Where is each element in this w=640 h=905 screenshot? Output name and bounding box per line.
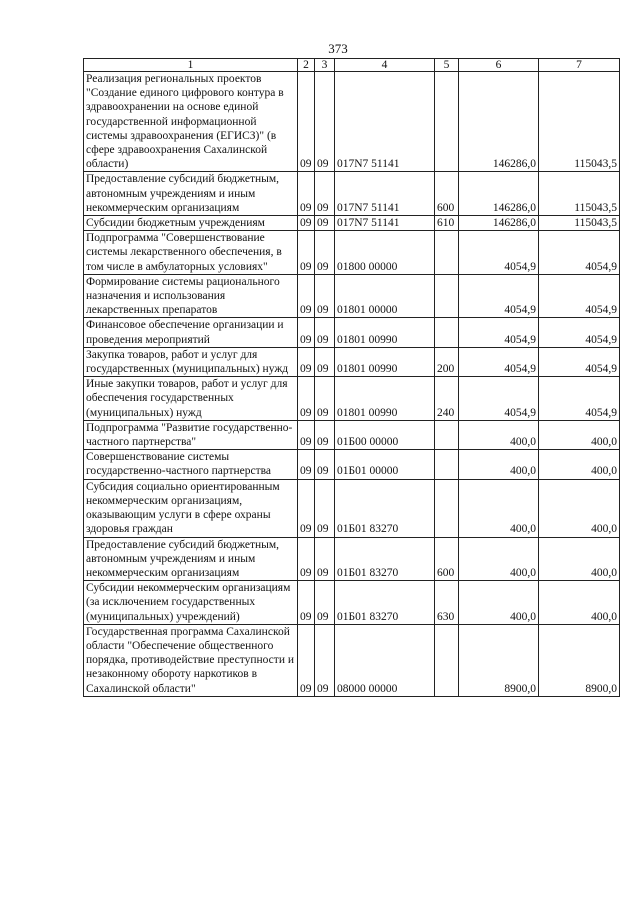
section-code-cell: 09 — [298, 274, 315, 318]
table-row — [84, 318, 620, 347]
expense-type-cell — [435, 318, 459, 347]
amount-cell: 8900,0 — [539, 624, 620, 696]
table-row — [84, 581, 620, 625]
section-code-cell: 09 — [298, 318, 315, 347]
target-article-cell: 017N7 51141 — [335, 216, 435, 231]
row-name-cell: Предоставление субсидий бюджетным, автономным учреждениям и иным некоммерческим организациям — [84, 537, 298, 581]
table-row — [84, 274, 620, 318]
section-code-cell: 09 — [298, 347, 315, 376]
expense-type-cell: 600 — [435, 172, 459, 216]
expense-type-cell — [435, 479, 459, 537]
amount-cell: 8900,0 — [459, 624, 539, 696]
expense-type-cell — [435, 450, 459, 479]
subsection-code-cell: 09 — [315, 377, 335, 421]
column-header: 4 — [335, 59, 435, 72]
row-name-cell: Субсидия социально ориентированным некоммерческим организациям, оказывающим услуги в сфере охраны здоровья граждан — [84, 479, 298, 537]
amount-cell: 400,0 — [459, 450, 539, 479]
amount-cell: 4054,9 — [459, 377, 539, 421]
subsection-code-cell: 09 — [315, 274, 335, 318]
target-article-cell: 01Б01 83270 — [335, 581, 435, 625]
amount-cell: 4054,9 — [459, 347, 539, 376]
amount-cell: 146286,0 — [459, 72, 539, 172]
subsection-code-cell: 09 — [315, 624, 335, 696]
target-article-cell: 01Б01 83270 — [335, 479, 435, 537]
target-article-cell: 01800 00000 — [335, 231, 435, 275]
column-header: 3 — [315, 59, 335, 72]
expense-type-cell — [435, 231, 459, 275]
section-code-cell: 09 — [298, 216, 315, 231]
subsection-code-cell: 09 — [315, 347, 335, 376]
target-article-cell: 01Б00 00000 — [335, 420, 435, 449]
row-name-cell: Формирование системы рационального назначения и использования лекарственных препаратов — [84, 274, 298, 318]
table-row — [84, 420, 620, 449]
column-header: 5 — [435, 59, 459, 72]
table-row — [84, 172, 620, 216]
amount-cell: 400,0 — [539, 420, 620, 449]
expense-type-cell: 600 — [435, 537, 459, 581]
row-name-cell: Реализация региональных проектов "Создание единого цифрового контура в здравоохранении на основе единой государственной информационной системы здравоохранения (ЕГИСЗ)" (в сфере здравоохранения Сахалинской области) — [84, 72, 298, 172]
target-article-cell: 01801 00000 — [335, 274, 435, 318]
section-code-cell: 09 — [298, 581, 315, 625]
section-code-cell: 09 — [298, 172, 315, 216]
subsection-code-cell: 09 — [315, 537, 335, 581]
table-row — [84, 479, 620, 537]
row-name-cell: Субсидии бюджетным учреждениям — [84, 216, 298, 231]
subsection-code-cell: 09 — [315, 450, 335, 479]
page-number: 373 — [328, 41, 348, 56]
target-article-cell: 01Б01 83270 — [335, 537, 435, 581]
expense-type-cell — [435, 72, 459, 172]
table-row — [84, 216, 620, 231]
subsection-code-cell: 09 — [315, 216, 335, 231]
amount-cell: 400,0 — [539, 537, 620, 581]
target-article-cell: 01801 00990 — [335, 318, 435, 347]
row-name-cell: Совершенствование системы государственно-частного партнерства — [84, 450, 298, 479]
amount-cell: 400,0 — [539, 581, 620, 625]
target-article-cell: 01801 00990 — [335, 347, 435, 376]
section-code-cell: 09 — [298, 377, 315, 421]
amount-cell: 115043,5 — [539, 72, 620, 172]
expense-type-cell: 200 — [435, 347, 459, 376]
row-name-cell: Закупка товаров, работ и услуг для государственных (муниципальных) нужд — [84, 347, 298, 376]
subsection-code-cell: 09 — [315, 581, 335, 625]
row-name-cell: Субсидии некоммерческим организациям (за исключением государственных (муниципальных) учреждений) — [84, 581, 298, 625]
column-header: 7 — [539, 59, 620, 72]
subsection-code-cell: 09 — [315, 231, 335, 275]
amount-cell: 400,0 — [459, 581, 539, 625]
amount-cell: 4054,9 — [539, 274, 620, 318]
amount-cell: 146286,0 — [459, 216, 539, 231]
expense-type-cell: 630 — [435, 581, 459, 625]
expense-type-cell — [435, 274, 459, 318]
subsection-code-cell: 09 — [315, 420, 335, 449]
amount-cell: 400,0 — [459, 479, 539, 537]
table-row — [84, 377, 620, 421]
table-row — [84, 624, 620, 696]
target-article-cell: 01801 00990 — [335, 377, 435, 421]
row-name-cell: Иные закупки товаров, работ и услуг для обеспечения государственных (муниципальных) нужд — [84, 377, 298, 421]
target-article-cell: 017N7 51141 — [335, 172, 435, 216]
expense-type-cell: 240 — [435, 377, 459, 421]
subsection-code-cell: 09 — [315, 479, 335, 537]
row-name-cell: Предоставление субсидий бюджетным, автономным учреждениям и иным некоммерческим организациям — [84, 172, 298, 216]
column-header: 6 — [459, 59, 539, 72]
table-row — [84, 231, 620, 275]
row-name-cell: Подпрограмма "Развитие государственно-частного партнерства" — [84, 420, 298, 449]
amount-cell: 146286,0 — [459, 172, 539, 216]
amount-cell: 400,0 — [459, 420, 539, 449]
amount-cell: 400,0 — [459, 537, 539, 581]
subsection-code-cell: 09 — [315, 318, 335, 347]
section-code-cell: 09 — [298, 479, 315, 537]
subsection-code-cell: 09 — [315, 172, 335, 216]
amount-cell: 4054,9 — [539, 377, 620, 421]
section-code-cell: 09 — [298, 624, 315, 696]
amount-cell: 400,0 — [539, 450, 620, 479]
amount-cell: 4054,9 — [539, 231, 620, 275]
budget-table — [83, 58, 620, 697]
column-header: 1 — [84, 59, 298, 72]
section-code-cell: 09 — [298, 450, 315, 479]
amount-cell: 4054,9 — [459, 318, 539, 347]
expense-type-cell — [435, 624, 459, 696]
section-code-cell: 09 — [298, 420, 315, 449]
column-header: 2 — [298, 59, 315, 72]
amount-cell: 4054,9 — [459, 231, 539, 275]
amount-cell: 400,0 — [539, 479, 620, 537]
table-row — [84, 450, 620, 479]
amount-cell: 115043,5 — [539, 216, 620, 231]
table-row — [84, 347, 620, 376]
section-code-cell: 09 — [298, 231, 315, 275]
row-name-cell: Государственная программа Сахалинской области "Обеспечение общественного порядка, противодействие преступности и незаконному обороту наркотиков в Сахалинской области" — [84, 624, 298, 696]
amount-cell: 4054,9 — [539, 318, 620, 347]
section-code-cell: 09 — [298, 72, 315, 172]
section-code-cell: 09 — [298, 537, 315, 581]
row-name-cell: Подпрограмма "Совершенствование системы лекарственного обеспечения, в том числе в амбулаторных условиях" — [84, 231, 298, 275]
target-article-cell: 017N7 51141 — [335, 72, 435, 172]
header-row — [84, 59, 620, 72]
amount-cell: 4054,9 — [539, 347, 620, 376]
target-article-cell: 08000 00000 — [335, 624, 435, 696]
target-article-cell: 01Б01 00000 — [335, 450, 435, 479]
expense-type-cell — [435, 420, 459, 449]
table-row — [84, 72, 620, 172]
subsection-code-cell: 09 — [315, 72, 335, 172]
amount-cell: 4054,9 — [459, 274, 539, 318]
expense-type-cell: 610 — [435, 216, 459, 231]
amount-cell: 115043,5 — [539, 172, 620, 216]
table-row — [84, 537, 620, 581]
row-name-cell: Финансовое обеспечение организации и проведения мероприятий — [84, 318, 298, 347]
